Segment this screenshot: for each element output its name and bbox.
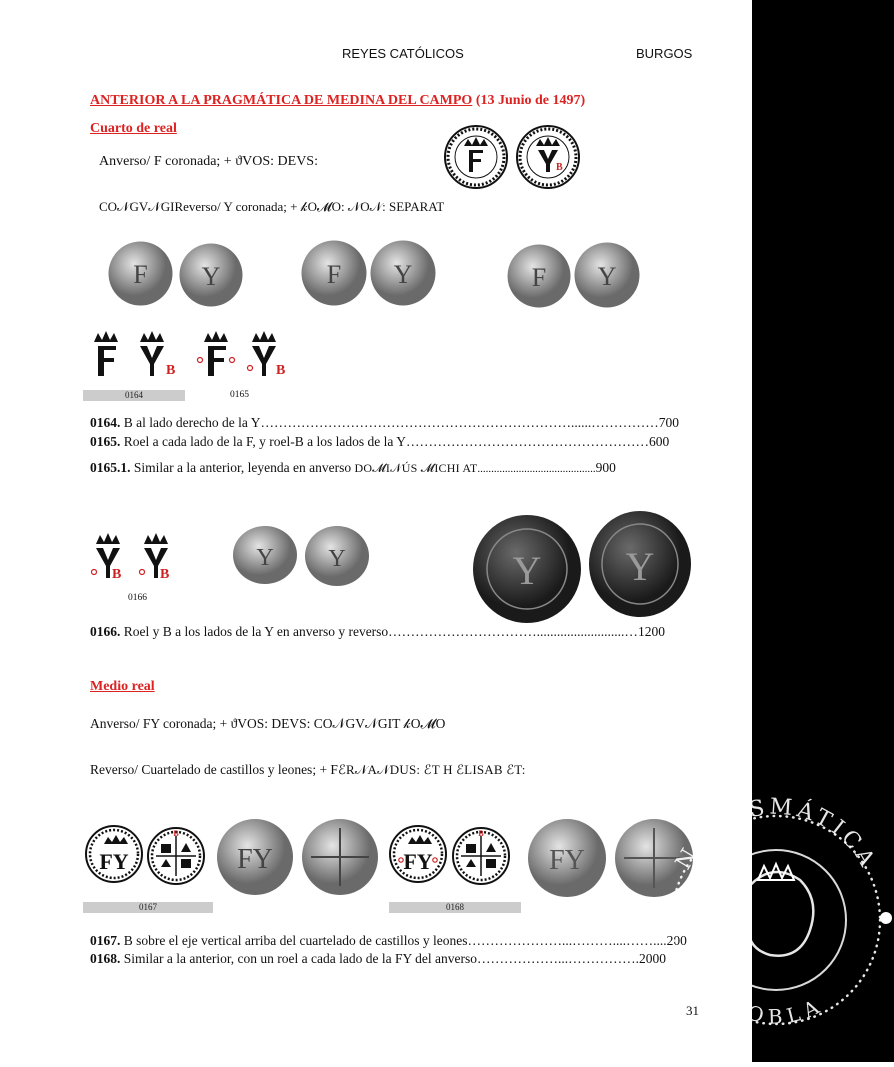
watermark-bottom-text: DOBLA: [723, 992, 829, 1029]
coin-photo: [304, 525, 370, 587]
drawing-coin-fy-roeles: [388, 824, 448, 889]
svg-text:Y: Y: [256, 545, 274, 571]
coin-photo: [108, 241, 173, 306]
entry-price: 1200: [637, 624, 665, 639]
svg-text:Y: Y: [625, 544, 655, 589]
entry-number: 0166.: [90, 624, 121, 639]
entry-dots: ...........................................: [477, 463, 596, 475]
svg-text:Y: Y: [393, 260, 413, 289]
medio-reverso-legend: ℰR𝒩A𝒩DUS: ℰT H ℰLISAB ℰT:: [337, 762, 526, 777]
entry-number: 0164.: [90, 415, 121, 430]
drawing-crowned-letters-0164: [88, 328, 188, 387]
entry-0164: [90, 415, 679, 431]
cuarto-legend: CO𝒩GV𝒩GIReverso/ Y coronada; + 𝓀O𝓜O: 𝒩O𝒩: SEPARAT: [99, 199, 445, 214]
svg-text:B: B: [160, 567, 170, 582]
drawing-coin-y: [514, 124, 582, 195]
subsection-title-cuarto: Cuarto de real: [90, 121, 177, 136]
entry-price: 700: [658, 415, 679, 430]
entry-price: 200: [666, 933, 687, 948]
entry-text: Similar a la anterior, con un roel a cada lado de la FY del anverso………………...…………….: [123, 951, 639, 966]
medio-reverso: [90, 762, 526, 778]
header-left: REYES CATÓLICOS: [342, 46, 464, 61]
coin-photo: [527, 818, 607, 898]
coin-photo: [179, 243, 243, 307]
page-number: 31: [686, 1003, 699, 1018]
entry-number: 0165.: [90, 434, 121, 449]
svg-text:B: B: [556, 162, 563, 173]
svg-text:B: B: [173, 829, 179, 838]
coin-photo: [507, 244, 571, 308]
catalog-label-0166: 0166: [128, 593, 147, 603]
coin-photo: [216, 818, 294, 896]
entry-0168: [90, 951, 666, 967]
entry-0165-1: [90, 460, 616, 476]
drawing-coin-f: [442, 124, 510, 195]
cuarto-anverso: Anverso/ F coronada; + ϑVOS: DEVS:: [99, 154, 318, 169]
entry-text: B al lado derecho de la Y……………………………………………………………......……………: [123, 415, 659, 430]
drawing-crowned-letters-0166: [88, 530, 184, 589]
header-right: BURGOS: [636, 46, 693, 61]
svg-text:F: F: [531, 263, 547, 292]
coin-photo: [301, 240, 367, 306]
svg-text:DOBLA: [724, 992, 828, 1029]
entry-text: Roel y B a los lados de la Y en anverso y reverso……………………………..........................…: [123, 624, 638, 639]
watermark-top-text: NUMISMÁTICA: [671, 794, 881, 875]
svg-text:B: B: [276, 363, 286, 378]
entry-number: 0165.1.: [90, 460, 131, 475]
section-date: (13 Junio de 1497): [472, 93, 586, 108]
svg-text:Y: Y: [328, 546, 346, 572]
coin-photo-dark: [588, 510, 692, 618]
entry-0167: [90, 933, 687, 949]
svg-text:Y: Y: [512, 548, 542, 593]
entry-0166: [90, 624, 665, 640]
svg-text:F: F: [326, 260, 342, 289]
svg-text:FY: FY: [549, 845, 585, 876]
svg-text:FY: FY: [403, 849, 433, 874]
svg-text:Y: Y: [201, 262, 221, 291]
svg-text:F: F: [133, 260, 148, 289]
drawing-coin-castles-lions: [451, 826, 511, 891]
entry-price: 900: [595, 460, 616, 475]
entry-0165: [90, 434, 669, 450]
catalog-label-0164: 0164: [83, 390, 185, 401]
catalog-label-0167: 0167: [83, 902, 213, 913]
watermark-logo: [650, 770, 894, 1067]
medio-anverso: Anverso/ FY coronada; + ϑVOS: DEVS: CO𝒩GV𝒩GIT 𝓀O𝓜O: [90, 716, 446, 731]
entry-text: B sobre el eje vertical arriba del cuartelado de castillos y leones…………………...………....……....: [123, 933, 667, 948]
coin-photo: [370, 240, 436, 306]
drawing-crowned-letters-0165: [196, 328, 292, 387]
section-heading: [90, 91, 585, 109]
entry-text: Similar a la anterior, leyenda en anverso: [133, 460, 352, 475]
coin-photo-dark: [472, 514, 582, 624]
svg-text:B: B: [112, 567, 122, 582]
svg-text:Y: Y: [597, 262, 617, 291]
entry-number: 0167.: [90, 933, 121, 948]
svg-text:B: B: [166, 363, 176, 378]
coin-photo: [301, 818, 379, 896]
drawing-coin-fy: [84, 824, 144, 889]
coin-photo: [232, 525, 298, 585]
coin-photo: [574, 242, 640, 308]
drawing-coin-castles-lions: [146, 826, 206, 891]
entry-legend: DO𝓜I𝒩ÚS 𝓜ICHI AT: [354, 461, 478, 475]
entry-text: Roel a cada lado de la F, y roel-B a los lados de la Y………………………………………………: [123, 434, 649, 449]
section-title: ANTERIOR A LA PRAGMÁTICA DE MEDINA DEL CAMPO: [90, 93, 473, 108]
entry-price: 600: [648, 434, 670, 449]
entry-price: 2000: [638, 951, 666, 966]
catalog-label-0168: 0168: [389, 902, 521, 913]
medio-reverso-text: Reverso/ Cuartelado de castillos y leones; + F: [90, 762, 338, 777]
svg-text:B: B: [478, 829, 484, 838]
subsection-title-medio: Medio real: [90, 679, 155, 694]
catalog-label-0165: 0165: [230, 390, 249, 400]
svg-text:FY: FY: [99, 849, 129, 874]
svg-text:FY: FY: [237, 844, 273, 875]
entry-number: 0168.: [90, 951, 121, 966]
